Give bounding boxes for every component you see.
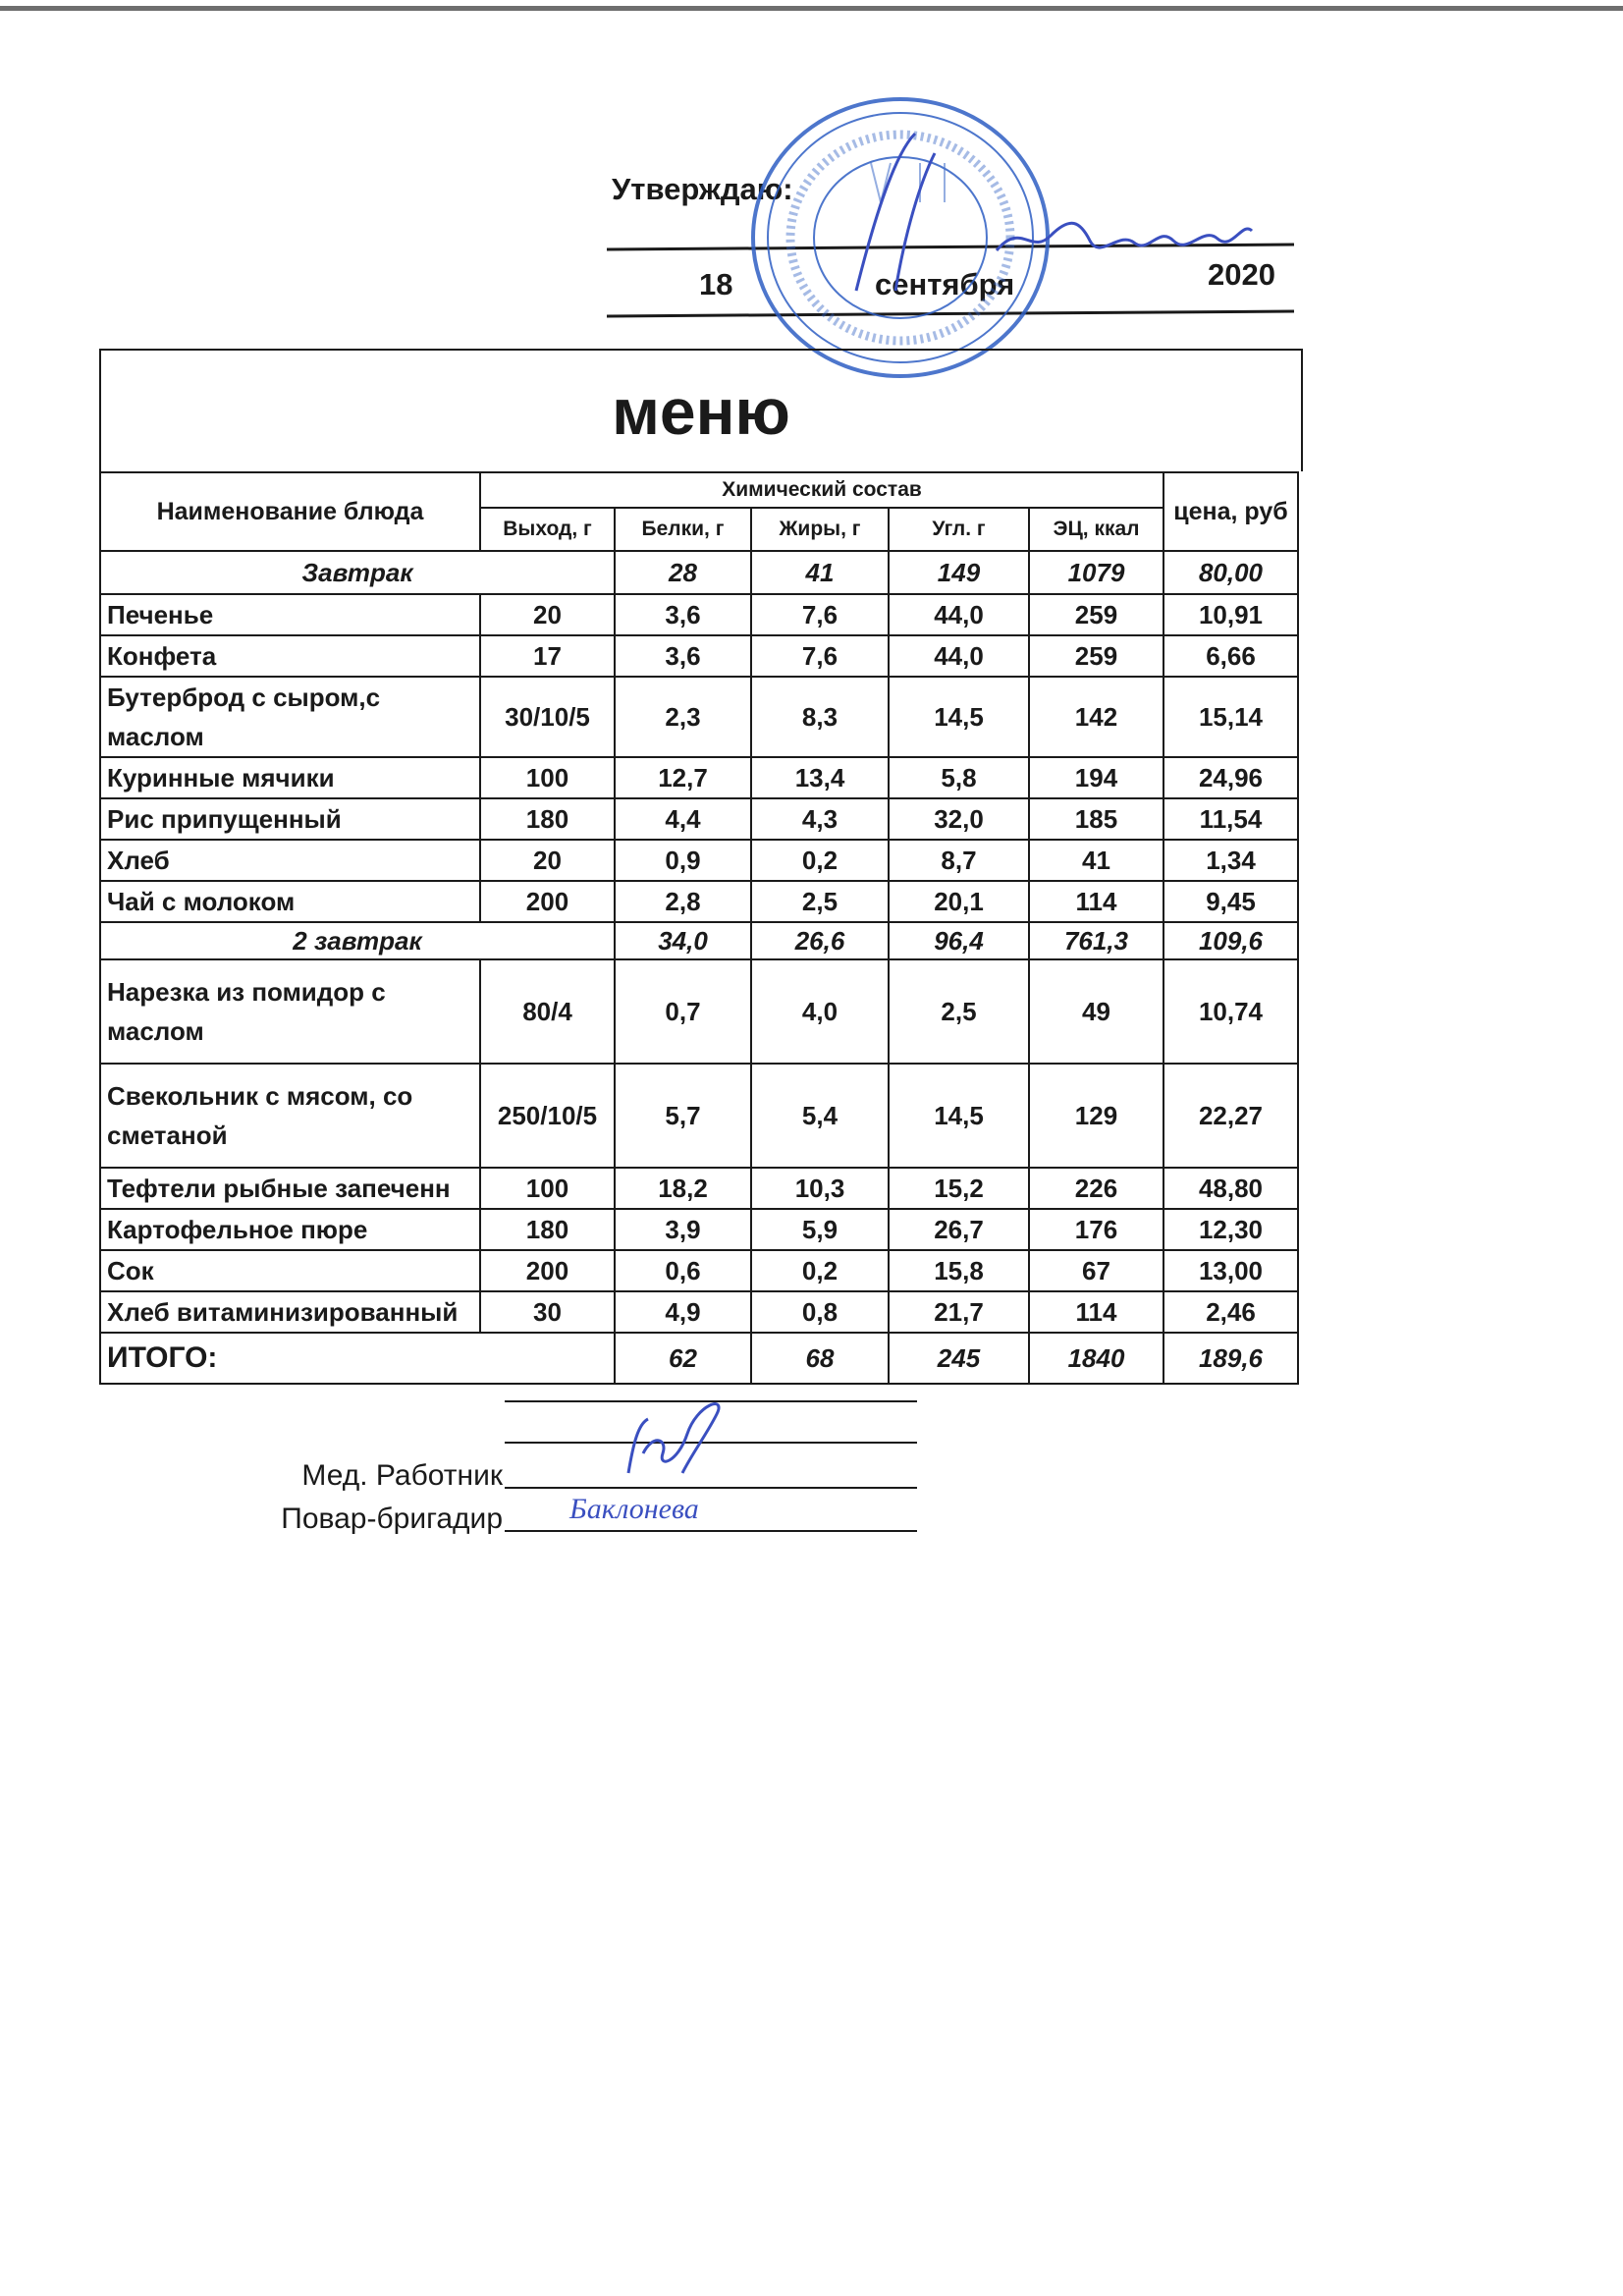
dish-name: Нарезка из помидор с маслом: [100, 959, 480, 1064]
price-cell: 2,46: [1163, 1291, 1298, 1333]
fat-cell: 5,4: [751, 1064, 889, 1168]
protein-cell: 28: [615, 551, 751, 594]
yield-cell: 100: [480, 1168, 615, 1209]
table-row: [100, 594, 1298, 635]
dish-name: Свекольник с мясом, со сметаной: [100, 1064, 480, 1168]
carbs-cell: 44,0: [889, 635, 1029, 677]
header-yield: Выход, г: [480, 508, 615, 551]
fat-cell: 0,2: [751, 840, 889, 881]
carbs-cell: 14,5: [889, 1064, 1029, 1168]
energy-cell: 176: [1029, 1209, 1163, 1250]
table-row: [100, 1064, 1298, 1168]
protein-cell: 3,6: [615, 635, 751, 677]
table-row: [100, 1250, 1298, 1291]
approval-day: 18: [699, 267, 733, 301]
price-cell: 189,6: [1163, 1333, 1298, 1384]
chef-signature-line: [505, 1530, 917, 1532]
menu-title: меню: [612, 375, 790, 448]
yield-cell: 100: [480, 757, 615, 798]
price-cell: 9,45: [1163, 881, 1298, 922]
header-energy: ЭЦ, ккал: [1029, 508, 1163, 551]
dish-name: Бутерброд с сыром,с маслом: [100, 677, 480, 757]
energy-cell: 1840: [1029, 1333, 1163, 1384]
fat-cell: 10,3: [751, 1168, 889, 1209]
protein-cell: 5,7: [615, 1064, 751, 1168]
carbs-cell: 149: [889, 551, 1029, 594]
energy-cell: 1079: [1029, 551, 1163, 594]
price-cell: 80,00: [1163, 551, 1298, 594]
protein-cell: 62: [615, 1333, 751, 1384]
dish-name: Сок: [100, 1250, 480, 1291]
menu-body: [100, 551, 1298, 1384]
fat-cell: 7,6: [751, 635, 889, 677]
yield-cell: 80/4: [480, 959, 615, 1064]
yield-cell: 30/10/5: [480, 677, 615, 757]
total-row: [100, 1333, 1298, 1384]
header-price: цена, руб: [1163, 472, 1298, 551]
dish-name: Конфета: [100, 635, 480, 677]
table-row: [100, 959, 1298, 1064]
fat-cell: 26,6: [751, 922, 889, 959]
fat-cell: 7,6: [751, 594, 889, 635]
header-chemical-composition: Химический состав: [480, 472, 1163, 508]
header-carbs: Угл. г: [889, 508, 1029, 551]
chef-label: Повар-бригадир: [281, 1503, 503, 1535]
carbs-cell: 20,1: [889, 881, 1029, 922]
price-cell: 10,74: [1163, 959, 1298, 1064]
table-row: [100, 677, 1298, 757]
energy-cell: 49: [1029, 959, 1163, 1064]
table-row: [100, 1168, 1298, 1209]
price-cell: 24,96: [1163, 757, 1298, 798]
med-worker-signature: [599, 1394, 746, 1483]
carbs-cell: 5,8: [889, 757, 1029, 798]
header-protein: Белки, г: [615, 508, 751, 551]
fat-cell: 8,3: [751, 677, 889, 757]
dish-name: Печенье: [100, 594, 480, 635]
header-fat: Жиры, г: [751, 508, 889, 551]
energy-cell: 129: [1029, 1064, 1163, 1168]
price-cell: 12,30: [1163, 1209, 1298, 1250]
carbs-cell: 15,2: [889, 1168, 1029, 1209]
yield-cell: 200: [480, 881, 615, 922]
carbs-cell: 21,7: [889, 1291, 1029, 1333]
protein-cell: 34,0: [615, 922, 751, 959]
protein-cell: 4,9: [615, 1291, 751, 1333]
section-label: 2 завтрак: [100, 922, 615, 959]
total-label: ИТОГО:: [100, 1333, 615, 1384]
price-cell: 48,80: [1163, 1168, 1298, 1209]
energy-cell: 41: [1029, 840, 1163, 881]
energy-cell: 194: [1029, 757, 1163, 798]
fat-cell: 5,9: [751, 1209, 889, 1250]
dish-name: Рис припущенный: [100, 798, 480, 840]
fat-cell: 4,0: [751, 959, 889, 1064]
protein-cell: 2,3: [615, 677, 751, 757]
fat-cell: 41: [751, 551, 889, 594]
protein-cell: 3,6: [615, 594, 751, 635]
table-row: [100, 1291, 1298, 1333]
protein-cell: 2,8: [615, 881, 751, 922]
carbs-cell: 14,5: [889, 677, 1029, 757]
section-row: [100, 551, 1298, 594]
chef-signature: Баклонева: [569, 1493, 699, 1525]
dish-name: Чай с молоком: [100, 881, 480, 922]
fat-cell: 0,8: [751, 1291, 889, 1333]
fat-cell: 0,2: [751, 1250, 889, 1291]
scan-edge: [0, 6, 1623, 11]
section-label: Завтрак: [100, 551, 615, 594]
price-cell: 13,00: [1163, 1250, 1298, 1291]
protein-cell: 3,9: [615, 1209, 751, 1250]
fat-cell: 4,3: [751, 798, 889, 840]
energy-cell: 142: [1029, 677, 1163, 757]
approval-signature: [992, 201, 1257, 270]
protein-cell: 0,7: [615, 959, 751, 1064]
table-row: [100, 840, 1298, 881]
yield-cell: 30: [480, 1291, 615, 1333]
yield-cell: 250/10/5: [480, 1064, 615, 1168]
menu-title-box: [99, 349, 1303, 471]
table-row: [100, 757, 1298, 798]
table-row: [100, 798, 1298, 840]
energy-cell: 226: [1029, 1168, 1163, 1209]
yield-cell: 20: [480, 594, 615, 635]
fat-cell: 2,5: [751, 881, 889, 922]
carbs-cell: 2,5: [889, 959, 1029, 1064]
price-cell: 6,66: [1163, 635, 1298, 677]
header-dish-name: Наименование блюда: [100, 472, 480, 551]
med-worker-signature-line: [505, 1487, 917, 1489]
dish-name: Куринные мячики: [100, 757, 480, 798]
price-cell: 1,34: [1163, 840, 1298, 881]
dish-name: Картофельное пюре: [100, 1209, 480, 1250]
approval-label: Утверждаю:: [612, 172, 793, 206]
yield-cell: 180: [480, 1209, 615, 1250]
energy-cell: 114: [1029, 881, 1163, 922]
protein-cell: 0,9: [615, 840, 751, 881]
fat-cell: 13,4: [751, 757, 889, 798]
price-cell: 10,91: [1163, 594, 1298, 635]
carbs-cell: 32,0: [889, 798, 1029, 840]
table-row: [100, 635, 1298, 677]
section-row: [100, 922, 1298, 959]
dish-name: Тефтели рыбные запеченн: [100, 1168, 480, 1209]
menu-table: [99, 471, 1299, 1385]
fat-cell: 68: [751, 1333, 889, 1384]
med-worker-label: Мед. Работник: [301, 1459, 503, 1492]
protein-cell: 12,7: [615, 757, 751, 798]
energy-cell: 67: [1029, 1250, 1163, 1291]
carbs-cell: 26,7: [889, 1209, 1029, 1250]
price-cell: 22,27: [1163, 1064, 1298, 1168]
carbs-cell: 8,7: [889, 840, 1029, 881]
table-row: [100, 1209, 1298, 1250]
dish-name: Хлеб витаминизированный: [100, 1291, 480, 1333]
price-cell: 11,54: [1163, 798, 1298, 840]
energy-cell: 259: [1029, 594, 1163, 635]
carbs-cell: 15,8: [889, 1250, 1029, 1291]
energy-cell: 185: [1029, 798, 1163, 840]
protein-cell: 18,2: [615, 1168, 751, 1209]
approval-month: сентября: [875, 267, 1015, 301]
carbs-cell: 96,4: [889, 922, 1029, 959]
yield-cell: 20: [480, 840, 615, 881]
carbs-cell: 44,0: [889, 594, 1029, 635]
yield-cell: 17: [480, 635, 615, 677]
approval-year: 2020: [1208, 257, 1275, 292]
energy-cell: 761,3: [1029, 922, 1163, 959]
protein-cell: 4,4: [615, 798, 751, 840]
energy-cell: 114: [1029, 1291, 1163, 1333]
yield-cell: 200: [480, 1250, 615, 1291]
energy-cell: 259: [1029, 635, 1163, 677]
price-cell: 15,14: [1163, 677, 1298, 757]
dish-name: Хлеб: [100, 840, 480, 881]
yield-cell: 180: [480, 798, 615, 840]
protein-cell: 0,6: [615, 1250, 751, 1291]
price-cell: 109,6: [1163, 922, 1298, 959]
carbs-cell: 245: [889, 1333, 1029, 1384]
table-row: [100, 881, 1298, 922]
